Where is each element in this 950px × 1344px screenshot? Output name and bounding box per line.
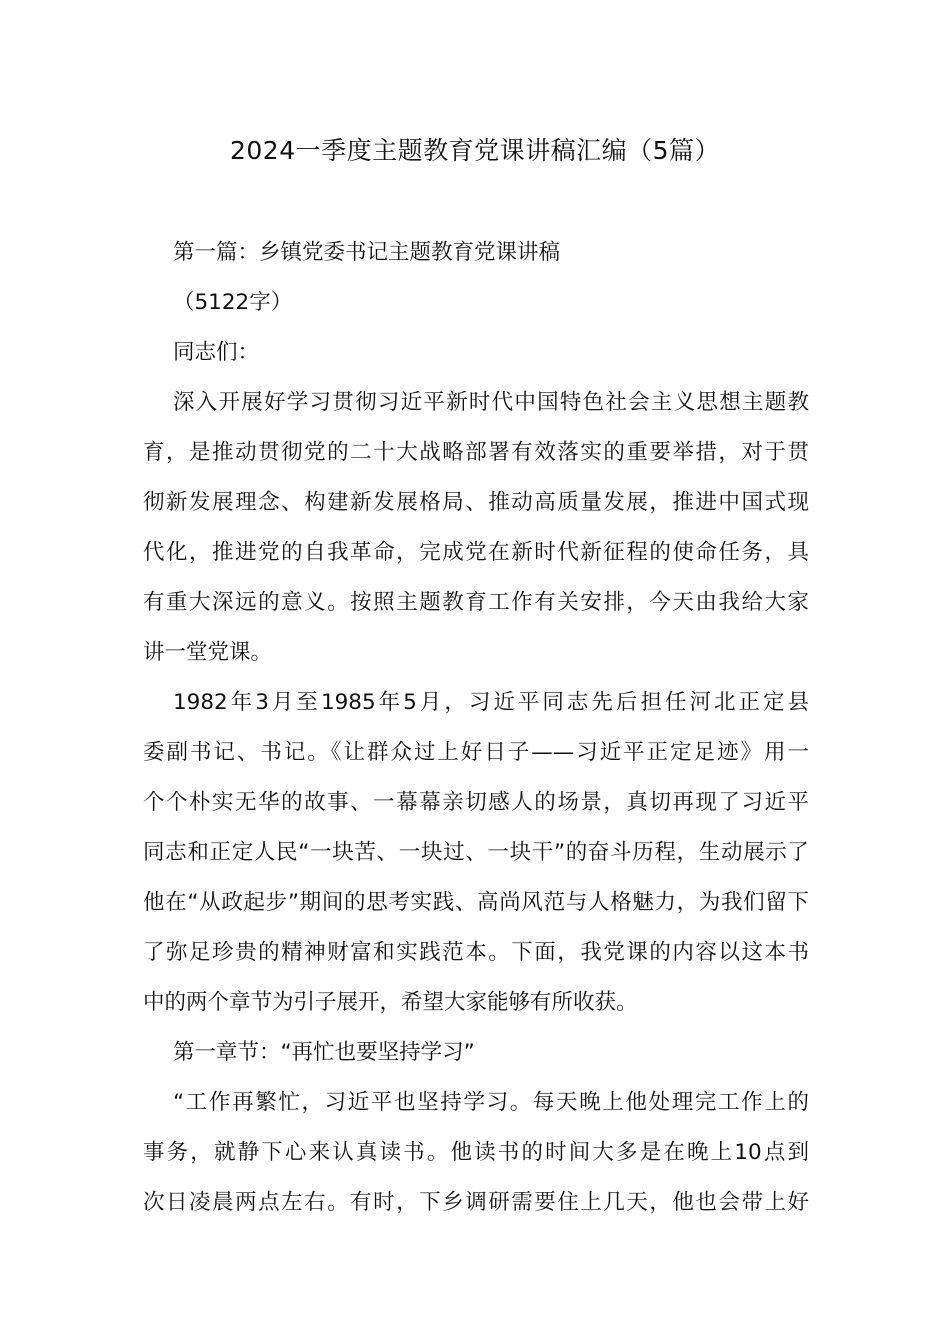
paragraph-line: 中的两个章节为引子展开，希望大家能够有所收获。 [143,990,638,1015]
paragraph-line: 委副书记、书记。《让群众过上好日子——习近平正定足迹》用一 [143,740,809,765]
paragraph-line: 育，是推动贯彻党的二十大战略部署有效落实的重要举措，对于贯 [143,440,809,465]
paragraph-line: 个个朴实无华的故事、一幕幕亲切感人的场景，真切再现了习近平 [143,790,809,815]
document-title: 2024一季度主题教育党课讲稿汇编（5篇） [229,136,721,165]
paragraph-line: 彻新发展理念、构建新发展格局、推动高质量发展，推进中国式现 [143,490,809,515]
section-subtitle: 第一篇：乡镇党委书记主题教育党课讲稿 [173,240,561,265]
paragraph-intro [143,378,809,678]
paragraph-quote [143,1078,809,1228]
paragraph-line: 1982年3月至1985年5月，习近平同志先后担任河北正定县 [173,690,809,715]
paragraph-line: “工作再繁忙，习近平也坚持学习。每天晚上他处理完工作上的 [173,1090,809,1115]
paragraph-line: 讲一堂党课。 [143,640,273,665]
paragraph-line: 同志和正定人民“一块苦、一块过、一块干”的奋斗历程，生动展示了 [143,840,809,865]
paragraph-line: 他在“从政起步”期间的思考实践、高尚风范与人格魅力，为我们留下 [143,890,809,915]
paragraph-line: 次日凌晨两点左右。有时，下乡调研需要住上几天，他也会带上好 [143,1190,809,1215]
word-count: （5122字） [173,290,293,315]
salutation: 同志们： [173,340,260,365]
paragraph-line: 深入开展好学习贯彻习近平新时代中国特色社会主义思想主题教 [173,390,809,415]
chapter-heading: 第一章节：“再忙也要坚持学习” [173,1040,475,1065]
paragraph-line: 有重大深远的意义。按照主题教育工作有关安排，今天由我给大家 [143,590,809,615]
paragraph-line: 事务，就静下心来认真读书。他读书的时间大多是在晚上10点到 [143,1140,809,1165]
paragraph-line: 代化，推进党的自我革命，完成党在新时代新征程的使命任务，具 [143,540,809,565]
paragraph-zhengding [143,678,809,1028]
paragraph-line: 了弥足珍贵的精神财富和实践范本。下面，我党课的内容以这本书 [143,940,809,965]
document-body [143,228,809,1228]
